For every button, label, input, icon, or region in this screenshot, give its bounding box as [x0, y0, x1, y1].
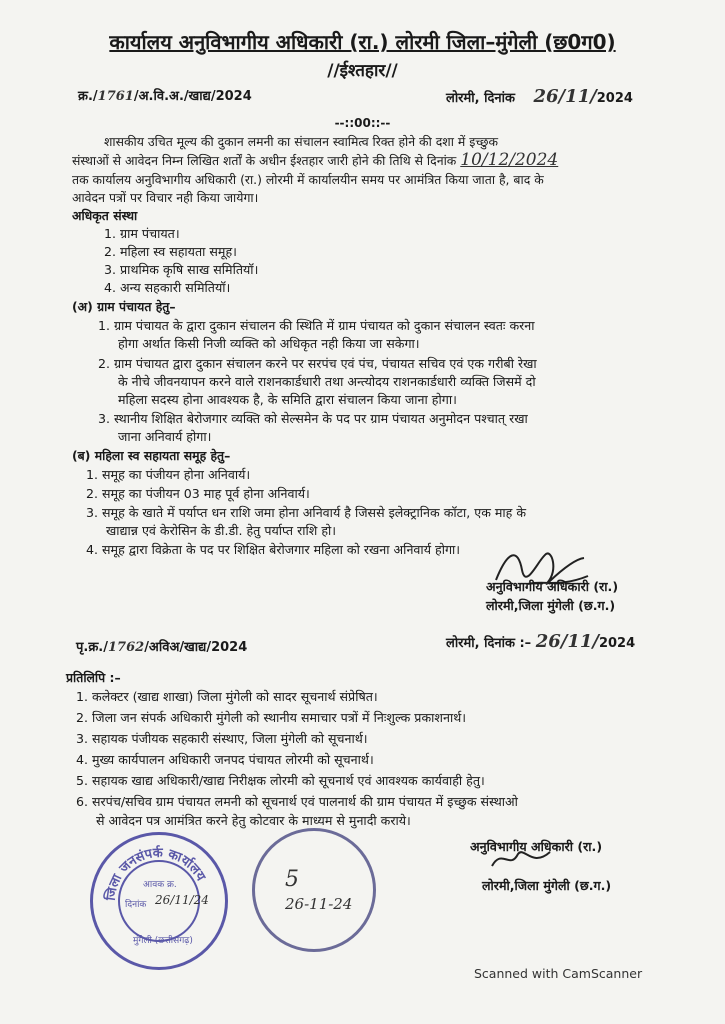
- reference-date: [446, 86, 633, 107]
- copy-item: 3. सहायक पंजीयक सहकारी संस्थाए, जिला मुंगेली को सूचनार्थ।: [76, 731, 368, 746]
- office-seal: [90, 832, 228, 970]
- office-title: कार्यालय अनुविभागीय अधिकारी (रा.) लोरमी जिला–मुंगेली (छ0ग0): [109, 30, 616, 54]
- authorized-item: 3. प्राथमिक कृषि साख समितियॉ।: [104, 262, 259, 277]
- intro-line-3: तक कार्यालय अनुविभागीय अधिकारी (रा.) लोरमी में कार्यालयीन समय पर आमंत्रित किया जाता है, बाद के: [72, 172, 544, 187]
- section-a-item-2: 2. ग्राम पंचायत द्वारा दुकान संचालन करने पर सरपंच एवं पंच, पंचायत सचिव एवं एक गरीबी रेखा: [98, 356, 537, 371]
- section-a-item-2-cont: के नीचे जीवनयापन करने वाले राशनकार्डधारी तथा अन्त्योदय राशनकार्डधारी व्यक्ति जिसमें दो: [118, 374, 536, 389]
- ref-prefix: क्र./: [78, 89, 98, 104]
- seal-bottom-text: मुंगेली (छत्तीसगढ़): [133, 936, 193, 946]
- seal-inward-label: आवक क्र.: [143, 880, 177, 890]
- intro-line-4: आवेदन पत्रों पर विचार नही किया जायेगा।: [72, 190, 259, 205]
- separator: --::00::--: [334, 116, 391, 130]
- place-date-label: लोरमी, दिनांक: [446, 91, 515, 106]
- received-stamp: [252, 828, 376, 952]
- copy-item: 2. जिला जन संपर्क अधिकारी मुंगेली को स्थानीय समाचार पत्रों में निःशुल्क प्रकाशनार्थ।: [76, 710, 467, 725]
- signature-title-2: लोरमी,जिला मुंगेली (छ.ग.): [486, 598, 616, 613]
- section-a-item-3-cont: जाना अनिवार्य होगा।: [118, 429, 212, 444]
- copy-item: 1. कलेक्टर (खाद्य शाखा) जिला मुंगेली को सादर सूचनार्थ संप्रेषित।: [76, 689, 378, 704]
- authorized-heading: अधिकृत संस्था: [72, 208, 138, 223]
- received-stamp-date: 26-11-24: [285, 895, 353, 913]
- authorized-item: 4. अन्य सहकारी समितियॉ।: [104, 280, 231, 295]
- ref-number-handwritten: 1761: [97, 89, 134, 104]
- intro-line-1: शासकीय उचित मूल्य की दुकान लमनी का संचालन स्वामित्व रिक्त होने की दशा में इच्छुक: [104, 134, 499, 149]
- seal-date: 26/11/24: [155, 893, 209, 907]
- section-a-heading: (अ) ग्राम पंचायत हेतु–: [72, 299, 176, 314]
- signature-title-1: अनुविभागीय अधिकारी (रा.): [486, 579, 619, 594]
- handwritten-date: 26/11/: [533, 86, 597, 107]
- copy-date-year: 2024: [598, 636, 636, 651]
- section-a-item-1: 1. ग्राम पंचायत के द्वारा दुकान संचालन की स्थिति में ग्राम पंचायत को दुकान संचालन स्वतः करना: [98, 318, 535, 333]
- initials-scribble: [488, 844, 558, 874]
- section-b-item-1: 1. समूह का पंजीयन होना अनिवार्य।: [86, 467, 251, 482]
- section-b-item-2: 2. समूह का पंजीयन 03 माह पूर्व होना अनिवार्य।: [86, 486, 310, 501]
- received-stamp-number: 5: [285, 867, 299, 892]
- section-b-item-3: 3. समूह के खाते में पर्याप्त धन राशि जमा होना अनिवार्य है जिससे इलेक्ट्रानिक कॉटा, एक माह के: [86, 505, 527, 520]
- section-a-item-2-cont: महिला सदस्य होना आवश्यक है, के समिति द्वारा संचालन किया जाना होगा।: [118, 392, 457, 407]
- copy-reference-number: [76, 637, 247, 655]
- date-year: 2024: [596, 91, 633, 106]
- copy-item: 6. सरपंच/सचिव ग्राम पंचायत लमनी को सूचनार्थ एवं पालनार्थ की ग्राम पंचायत में इच्छुक संस्थाओ: [76, 794, 518, 809]
- authorized-item: 1. ग्राम पंचायत।: [104, 226, 180, 241]
- signature2-title-2: लोरमी,जिला मुंगेली (छ.ग.): [482, 878, 612, 893]
- signature2-title-1: अनुविभागीय अधिकारी (रा.): [470, 839, 603, 854]
- reference-number: [78, 86, 252, 104]
- intro-line-2-text: संस्थाओं से आवेदन निम्न लिखित शर्तों के अधीन ईश्तहार जारी होने की तिथि से दिनांक: [72, 153, 457, 168]
- copy-reference-date: [446, 631, 635, 652]
- copy-ref-suffix: /अविअ/खाद्य/2024: [144, 640, 248, 655]
- notice-heading: //ईश्तहार//: [327, 61, 398, 81]
- authorized-item: 2. महिला स्व सहायता समूह।: [104, 244, 237, 259]
- copy-ref-number-handwritten: 1762: [108, 640, 145, 655]
- copy-item-cont: से आवेदन पत्र आमंत्रित करने हेतु कोटवार के माध्यम से मुनादी कराये।: [96, 813, 411, 828]
- copy-item: 4. मुख्य कार्यपालन अधिकारी जनपद पंचायत लोरमी को सूचनार्थ।: [76, 752, 374, 767]
- copy-ref-prefix: पृ.क्र./: [76, 640, 108, 655]
- section-b-item-3-cont: खाद्यान्न एवं केरोसिन के डी.डी. हेतु पर्याप्त राशि हो।: [106, 523, 337, 538]
- seal-ring-text: जिला जनसंपर्क कार्यालय: [103, 845, 209, 902]
- scanner-watermark: Scanned with CamScanner: [474, 966, 643, 981]
- intro-line-2: [72, 151, 558, 170]
- copy-item: 5. सहायक खाद्य अधिकारी/खाद्य निरीक्षक लोरमी को सूचनार्थ एवं आवश्यक कार्यवाही हेतु।: [76, 773, 485, 788]
- section-b-heading: (ब) महिला स्व सहायता समूह हेतु–: [72, 448, 231, 463]
- section-a-item-3: 3. स्थानीय शिक्षित बेरोजगार व्यक्ति को सेल्समेन के पद पर ग्राम पंचायत अनुमोदन पश्चात् रखा: [98, 411, 528, 426]
- copy-handwritten-date: 26/11/: [535, 631, 599, 652]
- deadline-date: 10/12/2024: [460, 150, 559, 170]
- ref-suffix: /अ.वि.अ./खाद्य/2024: [133, 89, 252, 104]
- section-b-item-4: 4. समूह द्वारा विक्रेता के पद पर शिक्षित बेरोजगार महिला को रखना अनिवार्य होगा।: [86, 542, 461, 557]
- seal-date-label: दिनांक: [125, 900, 147, 910]
- copy-place-date-label: लोरमी, दिनांक :–: [446, 636, 532, 651]
- section-a-item-1-cont: होगा अर्थात किसी निजी व्यक्ति को अधिकृत नही किया जा सकेगा।: [118, 336, 420, 351]
- copy-heading: प्रतिलिपि :–: [66, 670, 121, 685]
